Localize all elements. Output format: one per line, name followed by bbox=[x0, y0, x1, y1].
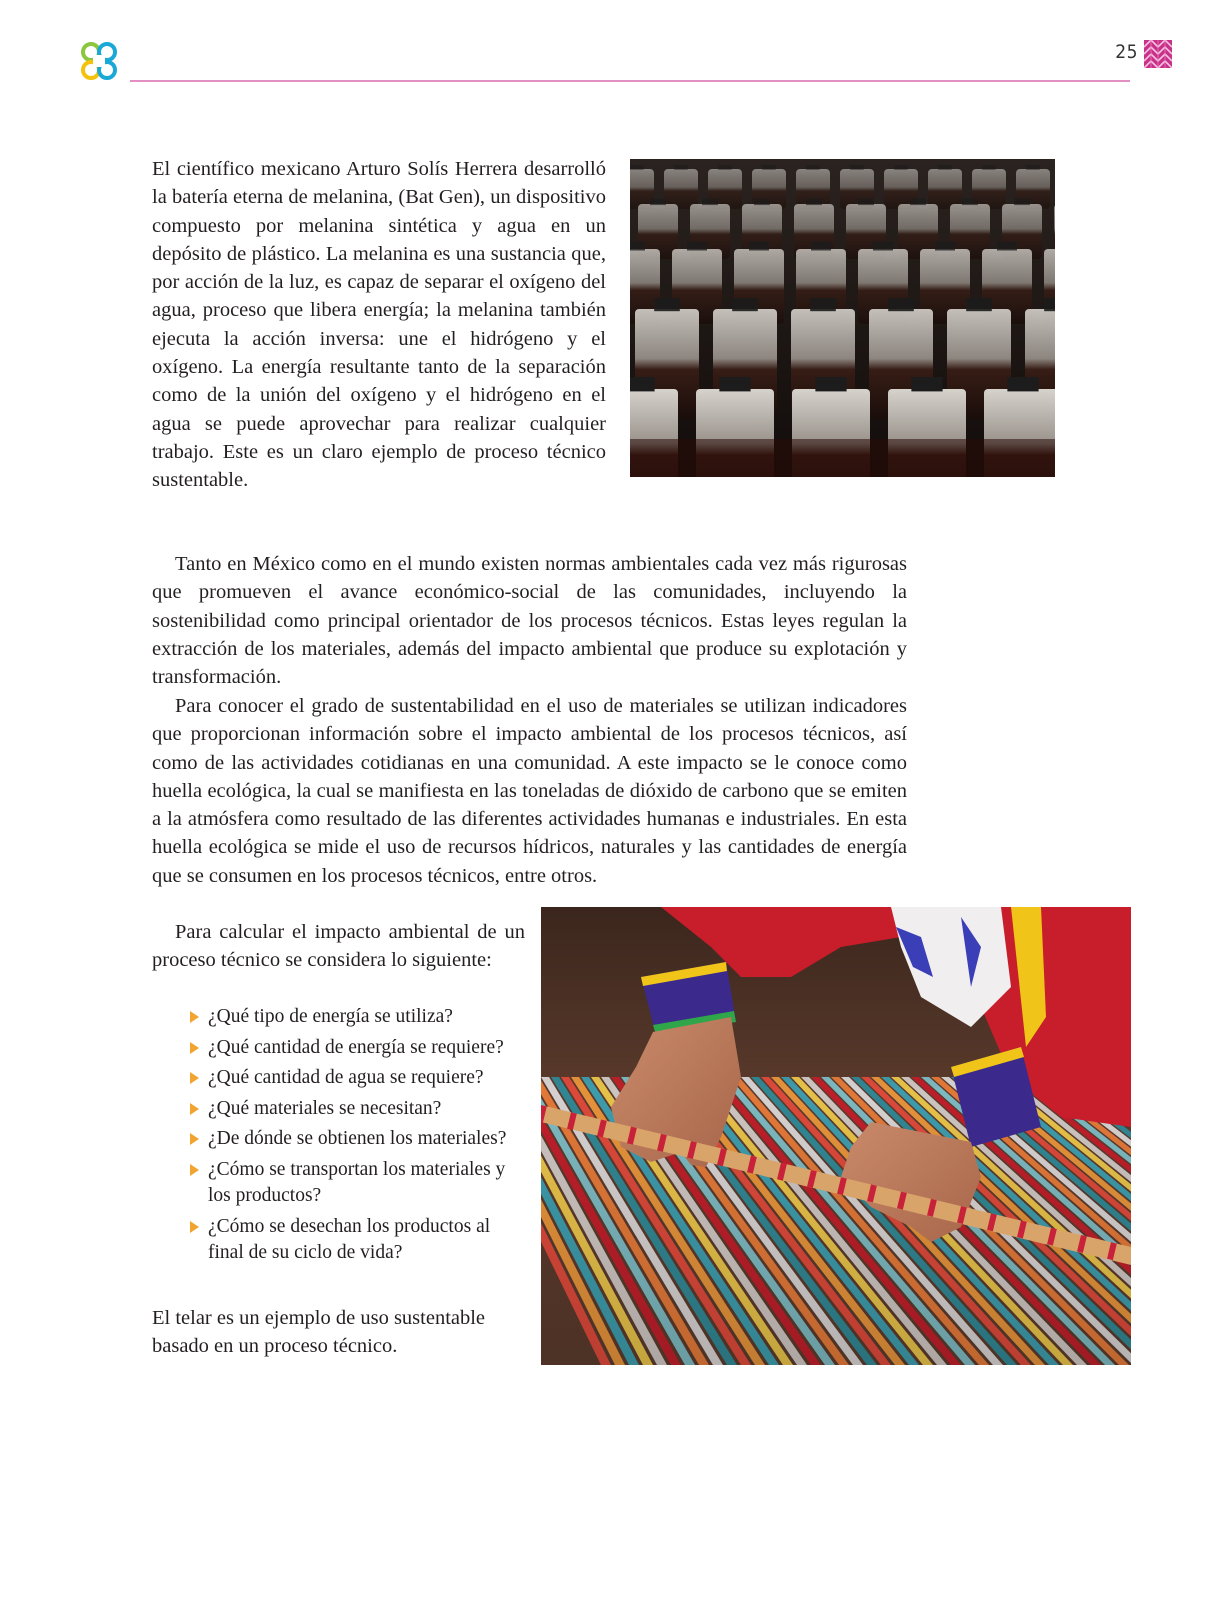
list-item bbox=[188, 1035, 530, 1062]
list-item-text: ¿Cómo se desechan los productos al final de su ciclo de vida? bbox=[208, 1215, 491, 1263]
bullet-arrow-icon bbox=[190, 1133, 199, 1145]
list-item-text: ¿Qué cantidad de energía se requiere? bbox=[208, 1036, 504, 1058]
woven-pattern-ornament-icon bbox=[1144, 40, 1172, 68]
bullet-arrow-icon bbox=[190, 1072, 199, 1084]
ecological-footprint-paragraph: Para conocer el grado de sustentabilidad en el uso de materiales se utilizan indicadores que proporcionan información sobre el impacto ambiental de los procesos técnicos, así como de las actividades cotidianas en una comunidad. A este impacto se le conoce como huella ecológica, la cual se manifiesta en las toneladas de dióxido de carbono que se emiten a la atmósfera como resultado de las diferentes actividades humanas e industriales. En esta huella ecológica se mide el uso de recursos hídricos, naturales y las cantidades de energía que se consumen en los procesos técnicos, entre otros. bbox=[152, 695, 907, 887]
bullet-arrow-icon bbox=[190, 1103, 199, 1115]
list-item bbox=[188, 1004, 530, 1031]
list-item bbox=[188, 1065, 530, 1092]
list-item-text: ¿De dónde se obtienen los materiales? bbox=[208, 1128, 507, 1149]
bullet-arrow-icon bbox=[190, 1221, 199, 1233]
impact-questions-list bbox=[188, 1004, 530, 1271]
bullet-arrow-icon bbox=[190, 1164, 199, 1176]
intro-paragraph: El científico mexicano Arturo Solís Herrera desarrolló la batería eterna de melanina, (Bat Gen), un dispositivo compuesto por melanina sintética y agua en un depósito de plástico. La melanina es una sustancia que, por acción de la luz, es capaz de separar el oxígeno del agua, proceso que libera energía; la melanina también ejecuta la acción inversa: une el hidrógeno y el oxígeno. La energía resultante tanto de la separación como de la unión del oxígeno y el hidrógeno en el agua se puede aprovechar para realizar cualquier trabajo. Este es un claro ejemplo de proceso técnico sustentable. bbox=[152, 158, 606, 492]
melanin-battery-containers-photo bbox=[630, 159, 1055, 477]
list-item-text: ¿Cómo se transportan los materiales y los productos? bbox=[208, 1158, 506, 1206]
bullet-arrow-icon bbox=[190, 1042, 199, 1054]
list-item bbox=[188, 1214, 530, 1267]
list-item bbox=[188, 1096, 530, 1123]
hands-weaving-on-loom-photo bbox=[541, 907, 1131, 1365]
norms-paragraph: Tanto en México como en el mundo existen normas ambientales cada vez más rigurosas que promueven el avance económico-social de las comunidades, incluyendo la sostenibilidad como principal orientador de los procesos técnicos. Estas leyes regulan la extracción de los materiales, además del impacto ambiental que produce su explotación y transformación. bbox=[152, 553, 907, 689]
list-item bbox=[188, 1126, 530, 1153]
list-item bbox=[188, 1157, 530, 1210]
bullet-arrow-icon bbox=[190, 1011, 199, 1023]
calculate-impact-paragraph: Para calcular el impacto ambiental de un proceso técnico se considera lo siguiente: bbox=[152, 921, 525, 972]
list-item-text: ¿Qué tipo de energía se utiliza? bbox=[208, 1006, 453, 1027]
list-item-text: ¿Qué cantidad de agua se requiere? bbox=[208, 1067, 484, 1088]
closing-paragraph: El telar es un ejemplo de uso sustentable basado en un proceso técnico. bbox=[152, 1307, 486, 1358]
interlocking-circles-logo-icon bbox=[76, 40, 122, 86]
page-number: 25 bbox=[1115, 41, 1138, 63]
list-item-text: ¿Qué materiales se necesitan? bbox=[208, 1097, 442, 1119]
header-divider bbox=[130, 80, 1130, 82]
